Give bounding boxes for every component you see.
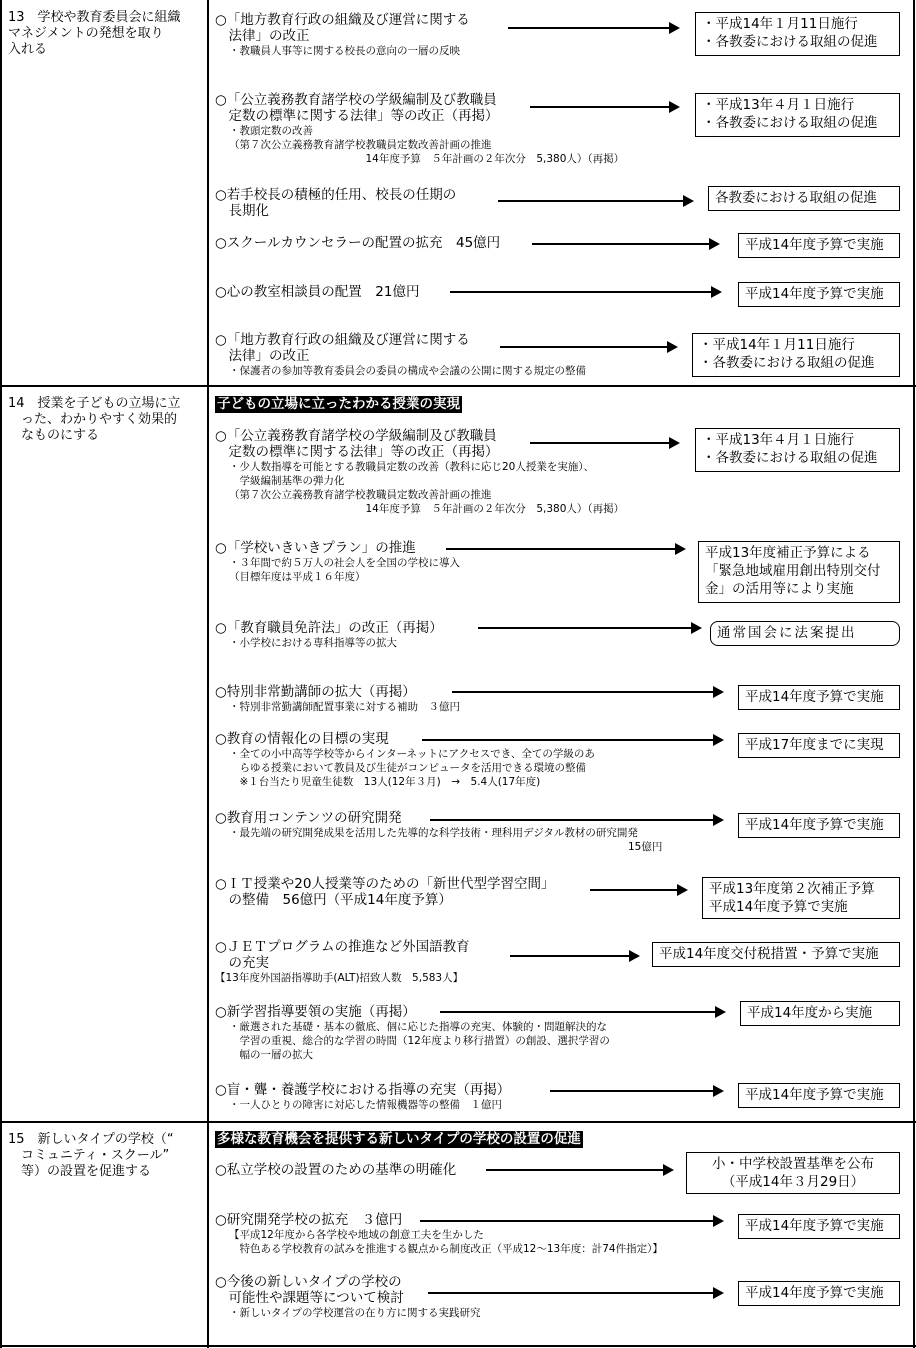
- arrow-icon: [478, 627, 700, 629]
- result-line: 平成14年度予算で実施: [745, 817, 884, 833]
- item-13-4: [215, 235, 500, 251]
- result-box: [695, 428, 900, 472]
- arrow-icon: [486, 1169, 672, 1171]
- result-line: 金」の活用等により実施: [705, 581, 854, 597]
- result-box: [695, 93, 900, 137]
- result-line: ・平成13年４月１日施行: [702, 97, 855, 113]
- item-detail: （第７次公立義務教育諸学校教職員定数改善計画の推進: [229, 139, 492, 151]
- item-detail: 学習の重視、総合的な学習の時間（12年度より移行措置）の創設、選択学習の: [229, 1035, 610, 1047]
- item-title: 法律」の改正: [215, 348, 310, 364]
- result-line: 通常国会に法案提出: [717, 625, 857, 641]
- result-line: 平成14年度交付税措置・予算で実施: [659, 946, 879, 962]
- left-border: [0, 0, 2, 1348]
- item-14-2: [215, 540, 460, 584]
- bottom-border: [0, 1345, 916, 1347]
- result-line: 平成14年度予算で実施: [745, 1218, 884, 1234]
- label-line: 14 授業を子どもの立場に立: [8, 396, 181, 411]
- arrow-icon: [530, 106, 678, 108]
- result-box: [738, 282, 900, 307]
- result-box: [738, 733, 900, 758]
- result-box: [738, 1214, 900, 1239]
- item-detail: ・３年間で約５万人の社会人を全国の学校に導入: [229, 557, 460, 569]
- item-detail: ・新しいタイプの学校運営の在り方に関する実践研究: [229, 1307, 481, 1319]
- item-detail: 【平成12年度から各学校や地域の創意工夫を生かした: [229, 1229, 484, 1241]
- item-detail: ・小学校における専科指導等の拡大: [229, 637, 397, 649]
- result-line: 平成14年度予算で実施: [745, 1285, 884, 1301]
- result-box: [738, 685, 900, 710]
- item-14-7: [215, 876, 554, 908]
- label-line: 15 新しいタイプの学校（“: [8, 1132, 174, 1147]
- result-line: 平成17年度までに実現: [745, 737, 884, 753]
- item-detail: 特色ある学校教育の試みを推進する観点から制度改正（平成12〜13年度：計74件指定）】: [229, 1243, 663, 1255]
- item-title: 可能性や課題等について検討: [215, 1290, 404, 1306]
- arrow-icon: [590, 889, 686, 891]
- item-detail: 14年度予算 ５年計画の２年次分 5,380人）（再掲）: [229, 503, 625, 515]
- item-detail: 14年度予算 ５年計画の２年次分 5,380人）（再掲）: [229, 153, 625, 165]
- result-line: ・各教委における取組の促進: [702, 115, 878, 131]
- result-line: 平成13年度第２次補正予算: [709, 881, 875, 897]
- result-box: [740, 1001, 900, 1026]
- item-14-8: [215, 939, 470, 985]
- label-line: 等）の設置を促進する: [8, 1164, 152, 1179]
- item-title: ○「教育職員免許法」の改正（再掲）: [215, 620, 443, 636]
- item-detail: 15億円: [229, 841, 663, 853]
- result-line: （平成14年３月29日）: [721, 1174, 865, 1190]
- arrow-icon: [446, 548, 684, 550]
- result-line: 平成14年度予算で実施: [745, 689, 884, 705]
- item-detail: ※１台当たり児童生徒数 13人(12年３月) → 5.4人(17年度): [229, 776, 541, 788]
- arrow-icon: [420, 1220, 722, 1222]
- item-15-2: [215, 1212, 663, 1256]
- item-title: 定数の標準に関する法律」等の改正（再掲）: [215, 108, 499, 124]
- item-title: ○新学習指導要領の実施（再掲）: [215, 1004, 416, 1020]
- item-title: ○「学校いきいきプラン」の推進: [215, 540, 416, 556]
- item-title: ○盲・聾・養護学校における指導の充実（再掲）: [215, 1082, 511, 1098]
- item-title: ○「地方教育行政の組織及び運営に関する: [215, 12, 470, 28]
- result-line: 平成14年度予算で実施: [745, 1087, 884, 1103]
- result-line: 小・中学校設置基準を公布: [712, 1156, 874, 1172]
- item-detail: ・教職員人事等に関する校長の意向の一層の反映: [229, 45, 460, 57]
- label-line: マネジメントの発想を取り: [8, 26, 164, 41]
- result-box: [710, 621, 900, 646]
- result-line: ・各教委における取組の促進: [699, 355, 875, 371]
- item-title: ○特別非常勤講師の拡大（再掲）: [215, 684, 416, 700]
- row-divider-15: [0, 1121, 916, 1123]
- item-title: の整備 56億円（平成14年度予算）: [215, 892, 452, 908]
- result-line: ・平成13年４月１日施行: [702, 432, 855, 448]
- item-title: ○研究開発学校の拡充 ３億円: [215, 1212, 403, 1228]
- item-title: ○「公立義務教育諸学校の学級編制及び教職員: [215, 428, 497, 444]
- item-detail: らゆる授業において教員及び生徒がコンピュータを活用できる環境の整備: [229, 762, 586, 774]
- item-title: ○私立学校の設置のための基準の明確化: [215, 1162, 457, 1178]
- item-14-6: [215, 810, 662, 854]
- item-title: ○ＩＴ授業や20人授業等のための「新世代型学習空間」: [215, 876, 555, 892]
- item-title: ○若手校長の積極的任用、校長の任期の: [215, 187, 457, 203]
- result-line: ・平成14年１月11日施行: [702, 16, 858, 32]
- item-title: 長期化: [215, 203, 269, 219]
- item-title: の充実: [215, 955, 269, 971]
- arrow-icon: [428, 1292, 722, 1294]
- item-title: ○心の教室相談員の配置 21億円: [215, 284, 420, 300]
- result-box: [686, 1152, 900, 1194]
- result-box: [698, 541, 900, 603]
- arrow-icon: [452, 691, 722, 693]
- item-14-10: [215, 1082, 510, 1112]
- item-title: ○教育の情報化の目標の実現: [215, 731, 389, 747]
- row-divider-14: [0, 385, 916, 387]
- item-title: ○今後の新しいタイプの学校の: [215, 1274, 402, 1290]
- section-13-label: [8, 10, 181, 58]
- column-divider: [207, 0, 209, 1348]
- item-title: ○「地方教育行政の組織及び運営に関する: [215, 332, 470, 348]
- item-15-1: [215, 1162, 456, 1178]
- item-13-5: [215, 284, 419, 300]
- item-title: 法律」の改正: [215, 28, 310, 44]
- item-13-1: [215, 12, 470, 58]
- item-title: ○教育用コンテンツの研究開発: [215, 810, 402, 826]
- item-detail: ・一人ひとりの障害に対応した情報機器等の整備 １億円: [229, 1099, 502, 1111]
- item-detail: 【13年度外国語指導助手(ALT)招致人数 5,583人】: [215, 972, 464, 984]
- label-line: った、わかりやすく効果的: [8, 412, 178, 427]
- arrow-icon: [440, 1011, 724, 1013]
- item-14-3: [215, 620, 443, 650]
- result-line: ・平成14年１月11日施行: [699, 337, 855, 353]
- result-box: [652, 942, 900, 967]
- result-line: 平成14年度予算で実施: [745, 286, 884, 302]
- item-detail: 学級編制基準の弾力化: [229, 475, 345, 487]
- arrow-icon: [422, 739, 722, 741]
- arrow-icon: [450, 291, 720, 293]
- arrow-icon: [530, 442, 678, 444]
- result-box: [738, 233, 900, 258]
- item-detail: （第７次公立義務教育諸学校教職員定数改善計画の推進: [229, 489, 492, 501]
- result-line: ・各教委における取組の促進: [702, 450, 878, 466]
- item-detail: （目標年度は平成１６年度）: [229, 571, 366, 583]
- item-detail: ・少人数指導を可能とする教職員定数の改善（教科に応じ20人授業を実施）、: [229, 461, 595, 473]
- arrow-icon: [430, 819, 722, 821]
- item-title: ○「公立義務教育諸学校の学級編制及び教職員: [215, 92, 497, 108]
- result-line: ・各教委における取組の促進: [702, 34, 878, 50]
- item-title: ○スクールカウンセラーの配置の拡充 45億円: [215, 235, 501, 251]
- result-line: 平成13年度補正予算による: [705, 545, 871, 561]
- item-detail: ・特別非常勤講師配置事業に対する補助 ３億円: [229, 701, 460, 713]
- section-15-label: [8, 1132, 174, 1180]
- result-box: [692, 333, 900, 377]
- result-line: 平成14年度予算で実施: [745, 237, 884, 253]
- result-box: [738, 813, 900, 838]
- result-box: [695, 12, 900, 56]
- item-detail: ・最先端の研究開発成果を活用した先導的な科学技術・理科用デジタル教材の研究開発: [229, 827, 638, 839]
- result-box: [738, 1281, 900, 1306]
- item-detail: ・教頭定数の改善: [229, 125, 313, 137]
- result-box: [702, 877, 900, 919]
- arrow-icon: [550, 1090, 722, 1092]
- result-line: 「緊急地域雇用創出特別交付: [705, 563, 881, 579]
- result-line: 平成14年度予算で実施: [709, 899, 848, 915]
- result-box: [738, 1083, 900, 1108]
- item-14-4: [215, 684, 460, 714]
- section-14-label: [8, 396, 181, 444]
- section-15-banner: 多様な教育機会を提供する新しいタイプの学校の設置の促進: [217, 1131, 581, 1147]
- arrow-icon: [498, 200, 692, 202]
- section-14-banner: 子どもの立場に立ったわかる授業の実現: [217, 396, 460, 412]
- arrow-icon: [500, 346, 676, 348]
- item-15-3: [215, 1274, 480, 1320]
- label-line: なものにする: [8, 428, 100, 443]
- arrow-icon: [532, 243, 718, 245]
- item-13-2: [215, 92, 624, 166]
- label-line: 13 学校や教育委員会に組織: [8, 10, 181, 25]
- item-13-6: [215, 332, 586, 378]
- label-line: 入れる: [8, 42, 48, 57]
- item-detail: 幅の一層の拡大: [229, 1049, 313, 1061]
- item-detail: ・全ての小中高等学校等からインターネットにアクセスでき、全ての学級のあ: [229, 748, 595, 760]
- item-detail: ・厳選された基礎・基本の徹底、個に応じた指導の充実、体験的・問題解決的な: [229, 1021, 607, 1033]
- item-13-3: [215, 187, 456, 219]
- result-box: [708, 186, 900, 211]
- arrow-icon: [510, 955, 638, 957]
- right-border: [913, 0, 915, 1348]
- result-line: 平成14年度から実施: [747, 1005, 873, 1021]
- item-title: ○ＪＥＴプログラムの推進など外国語教育: [215, 939, 470, 955]
- label-line: コミュニティ・スクール”: [8, 1148, 170, 1163]
- item-title: 定数の標準に関する法律」等の改正（再掲）: [215, 444, 499, 460]
- arrow-icon: [508, 27, 678, 29]
- result-line: 各教委における取組の促進: [715, 190, 877, 206]
- item-detail: ・保護者の参加等教育委員会の委員の構成や会議の公開に関する規定の整備: [229, 365, 586, 377]
